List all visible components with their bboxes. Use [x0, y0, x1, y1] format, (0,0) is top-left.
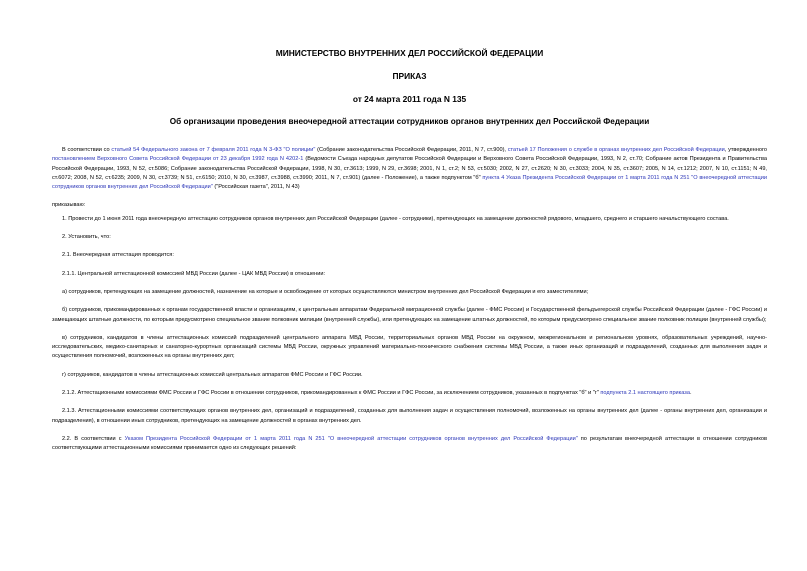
- intro-paragraph: [52, 146, 767, 192]
- subparagraph-2-1-link[interactable]: подпункта 2.1 настоящего приказа: [600, 390, 690, 397]
- document-body: [52, 146, 767, 454]
- paragraph-1: 1. Провести до 1 июня 2011 года внеочередную аттестацию сотрудников органов внутренних дел Российской Федерации (далее - сотрудники), претендующих на замещение должностей рядового, младшего, среднего и старшего начальствующего состава.: [62, 215, 729, 222]
- paragraph-2: 2. Установить, что:: [62, 234, 111, 241]
- p22-text-1: 2.2. В соответствии с: [62, 435, 125, 442]
- service-regulation-link[interactable]: статьей 17 Положения о службе в органах внутренних дел Российской Федерации: [507, 147, 725, 153]
- decree-251-link[interactable]: Указом Президента Российской Федерации от 1 марта 2011 года N 251 "О внеочередной аттестации сотрудников органов внутренних дел Российской Федерации": [124, 435, 578, 442]
- presidential-decree-link[interactable]: пункта 4 Указа Президента Российской Федерации от 1 марта 2011 года N 251 "О внеочередной аттестации сотрудников органов внутренних дел Российской Федерации": [52, 174, 767, 191]
- police-law-link[interactable]: статьей 54 Федерального закона от 7 февраля 2011 года N 3-ФЗ "О полиции": [111, 147, 316, 153]
- subparagraph-a: а) сотрудников, претендующих на замещение должностей, назначение на которые и освобождение от которых осуществляются министром внутренних дел Российской Федерации и его заместителями;: [62, 288, 589, 295]
- intro-text-1: В соответствии со: [62, 147, 112, 153]
- document-type-heading: ПРИКАЗ: [392, 71, 427, 81]
- p212-text-2: .: [689, 390, 692, 397]
- paragraph-2-1-2: [52, 389, 767, 398]
- subparagraph-g: г) сотрудников, кандидатов в члены аттестационных комиссий центральных аппаратов ФМС России и ГФС России.: [62, 371, 363, 378]
- supreme-council-resolution-link[interactable]: постановлением Верховного Совета Российской Федерации от 23 декабря 1992 года N 4202-1: [52, 156, 304, 163]
- subparagraph-v: в) сотрудников, кандидатов в члены аттестационных комиссий подразделений центрального аппарата МВД России, территориальных органов МВД России на окружном, межрегиональном и региональном уровнях, образовательных учреждений, научно-исследовательских, медико-санитарных и санаторно-курортных организаций системы МВД России, окружных управлений материально-технического снабжения системы МВД России, а также иных организаций и подразделений, созданных для выполнения задач и осуществления полномочий, возложенных на органы внутренних дел;: [52, 334, 767, 360]
- subparagraph-b: б) сотрудников, прикомандированных к органам государственной власти и организациям, к центральным аппаратам Федеральной миграционной службы (далее - ФМС России) и Государственной фельдъегерской службы Российской Федерации (далее - ГФС России) и замещающих штатные должности, по которым предусмотрено специальное звание полковник милиции (внутренней службы), или претендующих на замещение штатных должностей, по которым предусмотрено специальное звание полковник полиции (внутренней службы);: [52, 307, 767, 323]
- p212-text-1: 2.1.2. Аттестационными комиссиями ФМС России и ГФС России в отношении сотрудников, прикомандированных к ФМС России и ГФС России, за исключением сотрудников, указанных в подпунктах "б" и "г": [62, 390, 601, 397]
- paragraph-2-1-1: 2.1.1. Центральной аттестационной комиссией МВД России (далее - ЦАК МВД России) в отношении:: [62, 270, 326, 277]
- intro-text-2: (Собрание законодательства Российской Федерации, 2011, N 7, ст.900),: [315, 147, 508, 153]
- paragraph-2-1-3: 2.1.3. Аттестационными комиссиями соответствующих органов внутренних дел, организаций и подразделений, созданных для выполнения задач и осуществления полномочий, возложенных на органы внутренних дел (далее - органы внутренних дел, организации и подразделения), в отношении иных сотрудников, претендующих на замещение должностей в органах внутренних дел.: [52, 408, 767, 424]
- paragraph-2-1: 2.1. Внеочередная аттестация проводится:: [62, 252, 174, 259]
- order-word: приказываю:: [52, 202, 86, 209]
- document-title: Об организации проведения внеочередной аттестации сотрудников органов внутренних дел Российской Федерации: [169, 117, 650, 126]
- date-number-heading: от 24 марта 2011 года N 135: [352, 94, 467, 104]
- ministry-heading: МИНИСТЕРСТВО ВНУТРЕННИХ ДЕЛ РОССИЙСКОЙ ФЕДЕРАЦИИ: [275, 48, 544, 58]
- p22-text-2: по результатам внеочередной аттестации в отношении сотрудников соответствующими аттестационными комиссиями принимается одно из следующих решений:: [52, 435, 767, 452]
- paragraph-2-2: [52, 435, 767, 454]
- intro-text-5: ("Российская газета", 2011, N 43): [212, 184, 300, 191]
- intro-text-3: , утвержденного: [724, 147, 767, 153]
- intro-text-4: (Ведомости Съезда народных депутатов Российской Федерации и Верховного Совета Российской Федерации, 1993, N 2, ст.70; Собрание актов Президента и Правительства Российской Федерации, 1993, N 52, ст.5086; Собрание законодательства Российской Федерации, 1998, N 30, ст.3613; 1999, N 29, ст.3698; 2001, N 1, ст.2; N 53, ст.5030; 2002, N 27, ст.2620; N 30, ст.3033; 2004, N 35, ст.3607; 2005, N 14, ст.1212; 2007, N 10, ст.1151; N 49, ст.6072; 2008, N 52, ст.6235; 2009, N 30, ст.3739; N 51, ст.6150; 2010, N 30, ст.3987, ст.3988, ст.3990; 2011, N 7, ст.901) (далее - Положение), а также подпунктом "б": [52, 156, 768, 181]
